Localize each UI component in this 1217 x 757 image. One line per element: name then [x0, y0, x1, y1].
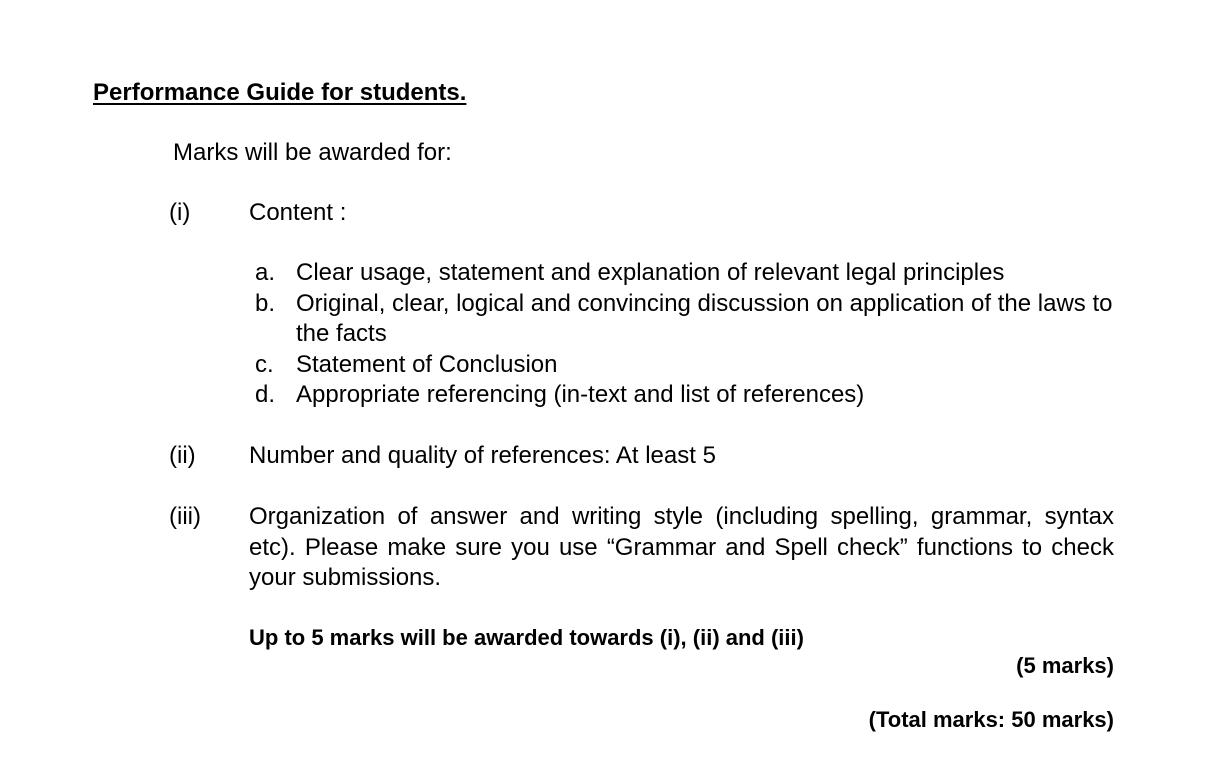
list-item-text: Clear usage, statement and explanation of relevant legal principles	[296, 259, 1005, 286]
list-item	[249, 258, 1115, 289]
section-paragraph-organization: Organization of answer and writing style (including spelling, grammar, syntax etc). Please make sure you use “Grammar and Spell check” functions to check your submissions.	[249, 503, 1114, 591]
list-item-letter: a.	[255, 259, 276, 286]
list-item-text: Appropriate referencing (in-text and list of references)	[296, 381, 865, 408]
section-numeral-ii: (ii)	[169, 442, 196, 469]
list-item	[249, 289, 1115, 350]
list-item	[249, 380, 1115, 411]
list-item-letter: b.	[255, 289, 276, 317]
section-numeral-i: (i)	[169, 199, 191, 226]
list-item	[249, 350, 1115, 381]
list-item-letter: c.	[255, 350, 274, 378]
marks-note: Up to 5 marks will be awarded towards (i), (ii) and (iii)	[249, 625, 804, 650]
list-item-letter: d.	[255, 381, 276, 408]
content-criteria-list	[249, 258, 1115, 411]
list-item-text: Original, clear, logical and convincing discussion on application of the laws to the facts	[296, 289, 1113, 347]
total-marks: (Total marks: 50 marks)	[868, 707, 1114, 732]
list-item-text: Statement of Conclusion	[296, 350, 558, 378]
page-title: Performance Guide for students.	[93, 79, 467, 106]
section-heading-content: Content :	[249, 199, 347, 226]
section-numeral-iii: (iii)	[169, 503, 201, 530]
intro-text: Marks will be awarded for:	[173, 139, 452, 166]
section-heading-references: Number and quality of references: At least 5	[249, 442, 716, 469]
section-marks: (5 marks)	[1016, 653, 1114, 678]
